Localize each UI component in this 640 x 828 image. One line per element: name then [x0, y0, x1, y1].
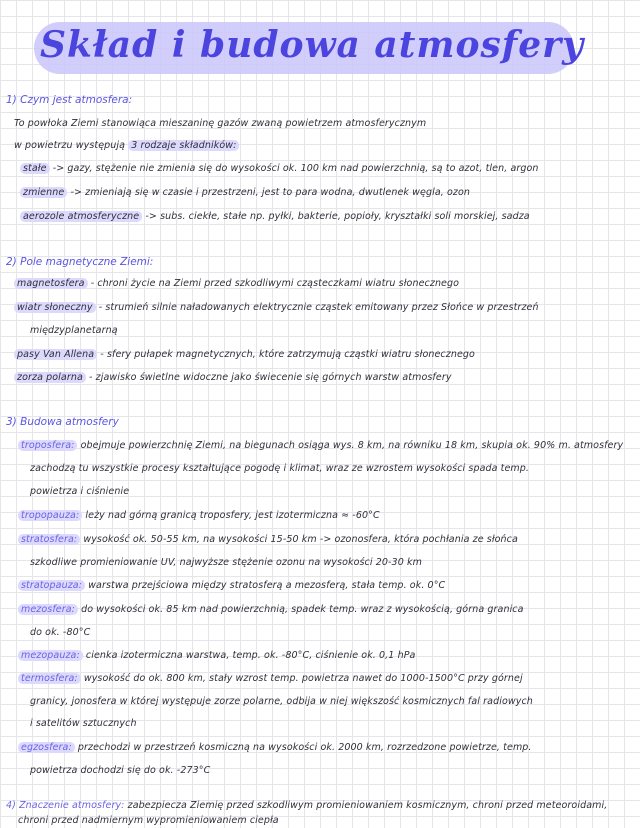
title-block [30, 14, 590, 78]
layer-text: wysokość ok. 50-55 km, na wysokości 15-50 km -> ozonosfera, która pochłania ze słońca [83, 534, 518, 545]
layer-mezopauza [18, 650, 415, 661]
component-term: zmienne [20, 187, 67, 198]
page-title: Skład i budowa atmosfery [40, 24, 585, 66]
layer-tropopauza [18, 510, 380, 521]
component-term: stałe [20, 163, 50, 174]
section-3-heading: 3) Budowa atmosfery [6, 416, 119, 428]
layer-egzosfera [18, 742, 532, 753]
magnetic-term: wiatr słoneczny [14, 302, 96, 313]
component-item-stale [20, 163, 539, 174]
magnetic-item-pasy [14, 349, 475, 360]
section-1-heading: 1) Czym jest atmosfera: [6, 94, 133, 106]
layer-text: leży nad górną granicą troposfery, jest izotermiczna ≈ -60°C [85, 510, 380, 521]
layer-text: warstwa przejściowa między stratosferą a mezosferą, stała temp. ok. 0°C [88, 580, 446, 591]
section-1-intro-line-2 [14, 140, 239, 151]
section-2-heading: 2) Pole magnetyczne Ziemi: [6, 256, 154, 268]
layer-term: stratopauza: [18, 580, 85, 591]
arrow-icon: -> [52, 163, 65, 174]
layer-term: tropopauza: [18, 510, 82, 521]
layer-term: stratosfera: [18, 534, 80, 545]
layer-text: do wysokości ok. 85 km nad powierzchnią, spadek temp. wraz z wysokością, górna granica [81, 604, 524, 615]
magnetic-term: magnetosfera [14, 278, 88, 289]
magnetic-item-magnetosfera [14, 278, 459, 289]
layer-term: termosfera: [18, 673, 81, 684]
layer-term: egzosfera: [18, 742, 75, 753]
magnetic-text: - zjawisko świetlne widoczne jako świecenie się górnych warstw atmosfery [89, 372, 452, 383]
intro-line-2-highlight: 3 rodzaje składników: [128, 140, 239, 151]
layer-stratopauza [18, 580, 445, 591]
component-text: zmieniają się w czasie i przestrzeni, jest to para wodna, dwutlenek węgla, ozon [85, 187, 471, 198]
component-item-zmienne [20, 187, 470, 198]
layer-troposfera [18, 440, 623, 451]
layer-egzosfera-cont-1: powietrza dochodzi się do ok. -273°C [30, 765, 211, 776]
magnetic-text: - chroni życie na Ziemi przed szkodliwymi cząsteczkami wiatru słonecznego [90, 278, 460, 289]
layer-troposfera-cont-1: zachodzą tu wszystkie procesy kształtujące pogodę i klimat, wraz ze wzrostem wysokości spada temp. [30, 463, 530, 474]
layer-text: wysokość do ok. 800 km, stały wzrost temp. powietrza nawet do 1000-1500°C przy górnej [83, 673, 523, 684]
magnetic-item-wiatr-cont: międzyplanetarną [30, 325, 118, 336]
component-term: aerozole atmosferyczne [20, 211, 142, 222]
layer-text: cienka izotermiczna warstwa, temp. ok. -80°C, ciśnienie ok. 0,1 hPa [85, 650, 416, 661]
layer-troposfera-cont-2: powietrza i ciśnienie [30, 486, 130, 497]
component-text: gazy, stężenie nie zmienia się do wysokości ok. 100 km nad powierzchnią, są to azot, tlen, argon [67, 163, 539, 174]
layer-stratosfera [18, 534, 518, 545]
magnetic-term: zorza polarna [14, 372, 86, 383]
arrow-icon: -> [145, 211, 157, 222]
magnetic-text: - sfery pułapek magnetycznych, które zatrzymują cząstki wiatru słonecznego [100, 349, 475, 360]
layer-termosfera-cont-1: granicy, jonosfera w której występuje zorze polarne, odbija w niej większość kosmicznych fal radiowych [30, 696, 533, 707]
layer-mezosfera [18, 604, 524, 615]
magnetic-text: - strumień silnie naładowanych elektrycznie cząstek emitowany przez Słońce w przestrzeń [98, 302, 539, 313]
layer-stratosfera-cont-1: szkodliwe promieniowanie UV, najwyższe stężenie ozonu na wysokości 20-30 km [30, 557, 422, 568]
intro-line-2-text: w powietrzu występują [14, 140, 126, 151]
layer-text: obejmuje powierzchnię Ziemi, na biegunach osiąga wys. 8 km, na równiku 18 km, skupia ok. 90% m. atmosfery [80, 440, 624, 451]
magnetic-item-zorza [14, 372, 452, 383]
section-1-intro-line-1: To powłoka Ziemi stanowiąca mieszaninę gazów zwaną powietrzem atmosferycznym [14, 118, 427, 129]
layer-text: przechodzi w przestrzeń kosmiczną na wysokości ok. 2000 km, rozrzedzone powietrze, temp. [77, 742, 532, 753]
component-text: subs. ciekłe, stałe np. pyłki, bakterie, popioły, kryształki soli morskiej, sadza [160, 211, 530, 222]
section-4-heading: 4) Znaczenie atmosfery: [6, 800, 125, 811]
arrow-icon: -> [70, 187, 83, 198]
layer-termosfera [18, 673, 523, 684]
layer-termosfera-cont-2: i satelitów sztucznych [30, 718, 137, 729]
layer-mezosfera-cont-1: do ok. -80°C [30, 627, 91, 638]
section-4-line-1 [6, 800, 607, 811]
layer-term: mezosfera: [18, 604, 78, 615]
component-item-aerozole [20, 211, 530, 222]
section-4-text: zabezpiecza Ziemię przed szkodliwym promieniowaniem kosmicznym, chroni przed meteoroidami, [127, 800, 608, 811]
magnetic-term: pasy Van Allena [14, 349, 97, 360]
layer-term: mezopauza: [18, 650, 83, 661]
magnetic-item-wiatr [14, 302, 539, 313]
layer-term: troposfera: [18, 440, 77, 451]
section-4-line-2: chroni przed nadmiernym wypromieniowaniem ciepła [18, 815, 279, 826]
